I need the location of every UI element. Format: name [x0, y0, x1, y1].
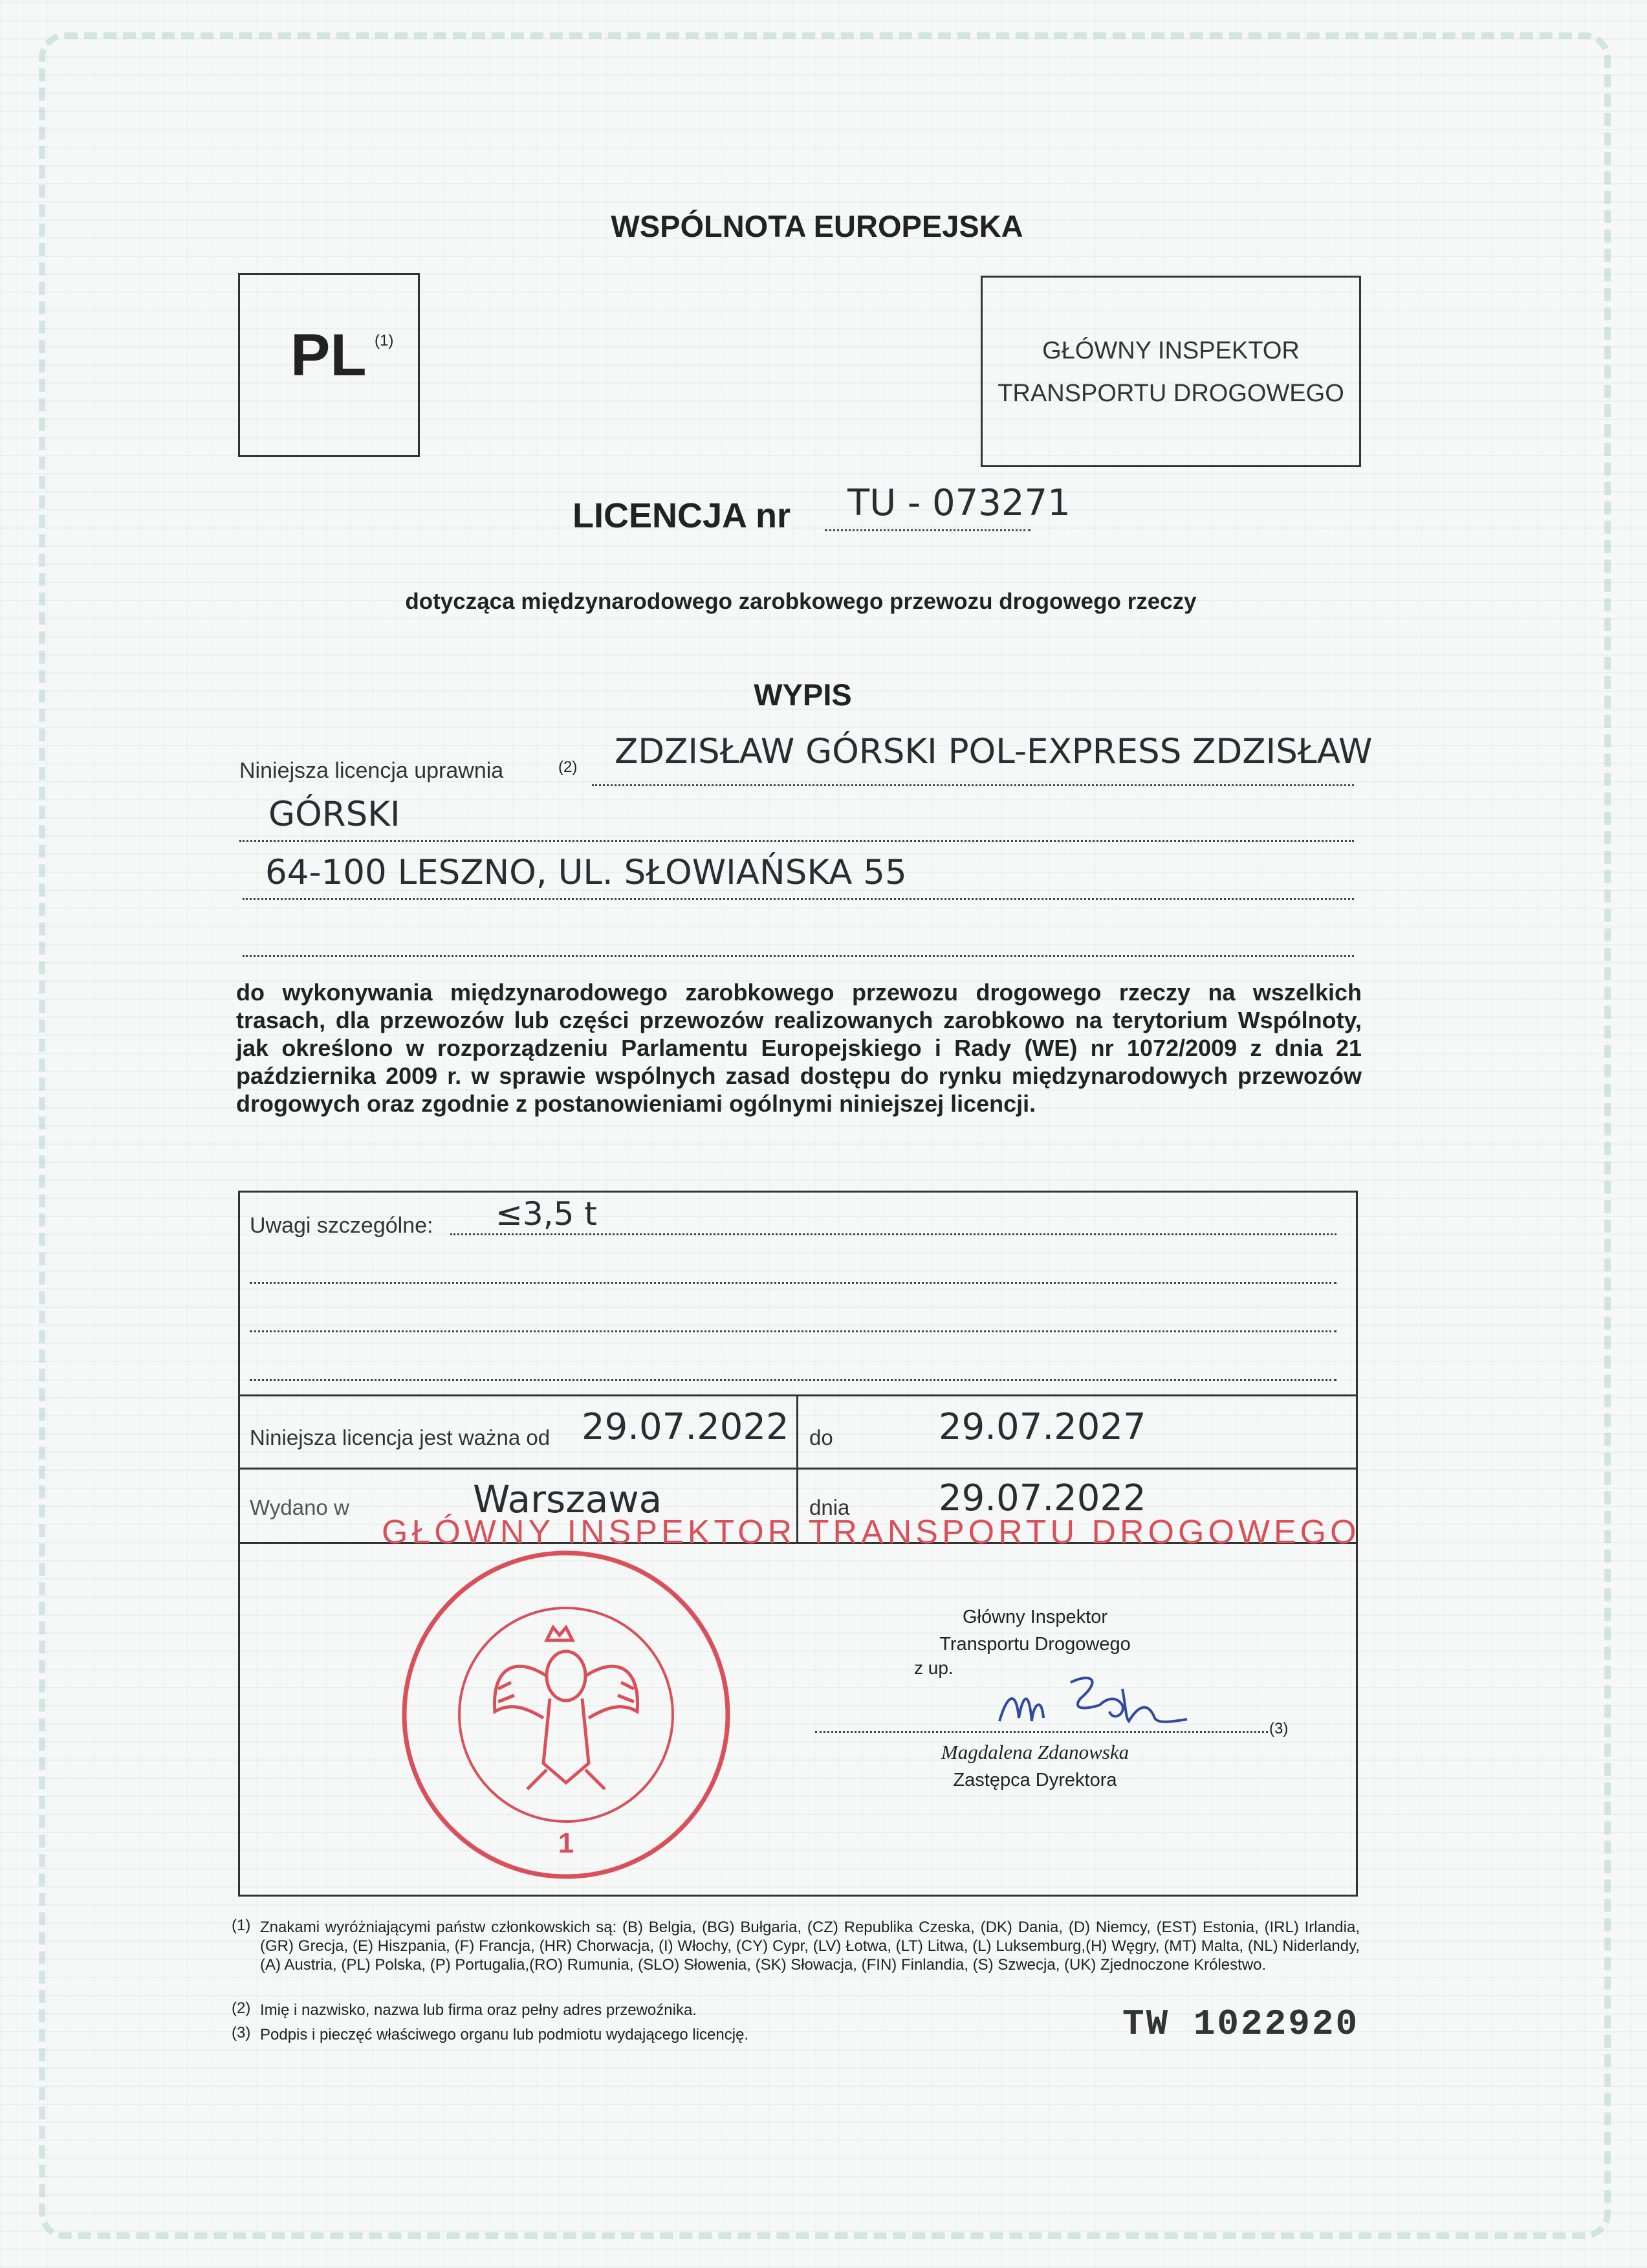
footnote-2-mark: (2): [232, 1999, 251, 2017]
license-body-text: do wykonywania międzynarodowego zarobkowego przewozu drogowego rzeczy na wszelkich trasach, dla przewozów lub części przewozów realizowanych zarobkowo na terytorium Wspólnoty, jak określono w rozporządzeniu Parlamentu Europejskiego i Rady (WE) nr 1072/2009 z dnia 21 października 2009 r. w sprawie wspólnych zasad dostępu do rynku międzynarodowych przewozów drogowych oraz zgodnie z postanowieniami ogólnymi niniejszej licencji.: [236, 979, 1362, 1117]
authority-line2: TRANSPORTU DROGOWEGO: [998, 380, 1344, 407]
signature-line: [815, 1731, 1268, 1733]
seal-text: GŁÓWNY INSPEKTOR TRANSPORTU DROGOWEGO: [382, 1514, 1360, 1551]
license-number-line: [825, 529, 1031, 531]
holder-line-4: [243, 955, 1354, 957]
remarks-line-1: [450, 1233, 1336, 1235]
holder-line-3: [243, 898, 1354, 900]
serial-number: TW 1022920: [1122, 2003, 1360, 2045]
footnote-3-mark: (3): [232, 2024, 251, 2042]
authority-box: [981, 276, 1361, 467]
holder-name-line1: ZDZISŁAW GÓRSKI POL-EXPRESS ZDZISŁAW: [615, 732, 1373, 771]
validity-label: Niniejsza licencja jest ważna od: [250, 1426, 551, 1449]
remarks-value: ≤3,5 t: [496, 1195, 597, 1233]
country-code: PL: [290, 322, 367, 388]
validity-to: 29.07.2027: [939, 1406, 1146, 1448]
validity-from: 29.07.2022: [582, 1406, 789, 1448]
validity-to-label: do: [809, 1426, 833, 1449]
seal-number: 1: [558, 1827, 574, 1859]
signatory-line1: Główny Inspektor: [962, 1607, 1108, 1627]
community-heading: WSPÓLNOTA EUROPEJSKA: [611, 209, 1023, 243]
authority-name: [983, 329, 1359, 415]
signatory-block: [912, 1603, 1158, 1658]
issued-place: Warszawa: [473, 1477, 662, 1521]
signatory-title: Zastępca Dyrektora: [953, 1770, 1117, 1790]
remarks-line-3: [250, 1330, 1336, 1332]
holder-label: Niniejsza licencja uprawnia: [239, 758, 504, 783]
issued-place-label: Wydano w: [250, 1495, 349, 1519]
eagle-emblem-icon: [494, 1627, 637, 1789]
license-number: TU - 073271: [847, 482, 1071, 524]
signatory-line2: Transportu Drogowego: [939, 1634, 1131, 1655]
holder-address: 64-100 LESZNO, UL. SŁOWIAŃSKA 55: [265, 853, 907, 892]
signatory-footnote-mark: (3): [1269, 1720, 1289, 1737]
issued-date: 29.07.2022: [939, 1477, 1146, 1519]
remarks-label: Uwagi szczególne:: [250, 1213, 433, 1238]
remarks-line-4: [250, 1379, 1336, 1381]
holder-line-1: [592, 784, 1354, 786]
signatory-name: Magdalena Zdanowska: [941, 1741, 1129, 1763]
footnote-1-text: Znakami wyróżniającymi państw członkowskich są: (B) Belgia, (BG) Bułgaria, (CZ) Republika Czeska, (DK) Dania, (D) Niemcy, (EST) Estonia, (IRL) Irlandia, (GR) Grecja, (E) Hiszpania, (F) Francja, (HR) Chorwacja, (I) Włochy, (CY) Cypr, (LV) Łotwa, (LT) Litwa, (L) Luksemburg,(H) Węgry, (MT) Malta, (NL) Niderlandy, (A) Austria, (PL) Polska, (P) Portugalia,(RO) Rumunia, (SLO) Słowenia, (SK) Słowacja, (FIN) Finlandia, (S) Szwecja, (UK) Zjednoczone Królestwo.: [260, 1919, 1360, 1974]
signatory-zup: z up.: [914, 1658, 954, 1678]
footnote-2-text: Imię i nazwisko, nazwa lub firma oraz pełny adres przewoźnika.: [260, 2001, 697, 2019]
holder-line-2: [239, 840, 1354, 842]
holder-footnote-mark: (2): [558, 758, 578, 776]
footnote-3-text: Podpis i pieczęć właściwego organu lub podmiotu wydającego licencję.: [260, 2026, 749, 2043]
footnote-1-mark: (1): [232, 1917, 251, 1934]
holder-name-line2: GÓRSKI: [268, 795, 400, 834]
document-type: WYPIS: [754, 677, 852, 712]
license-subtitle: dotycząca międzynarodowego zarobkowego przewozu drogowego rzeczy: [405, 589, 1197, 614]
issued-date-label: dnia: [809, 1495, 850, 1519]
authority-line1: GŁÓWNY INSPEKTOR: [1042, 337, 1300, 364]
remarks-line-2: [250, 1282, 1336, 1284]
license-label: LICENCJA nr: [573, 496, 791, 535]
country-footnote-mark: (1): [375, 332, 394, 349]
country-box: [238, 273, 420, 457]
